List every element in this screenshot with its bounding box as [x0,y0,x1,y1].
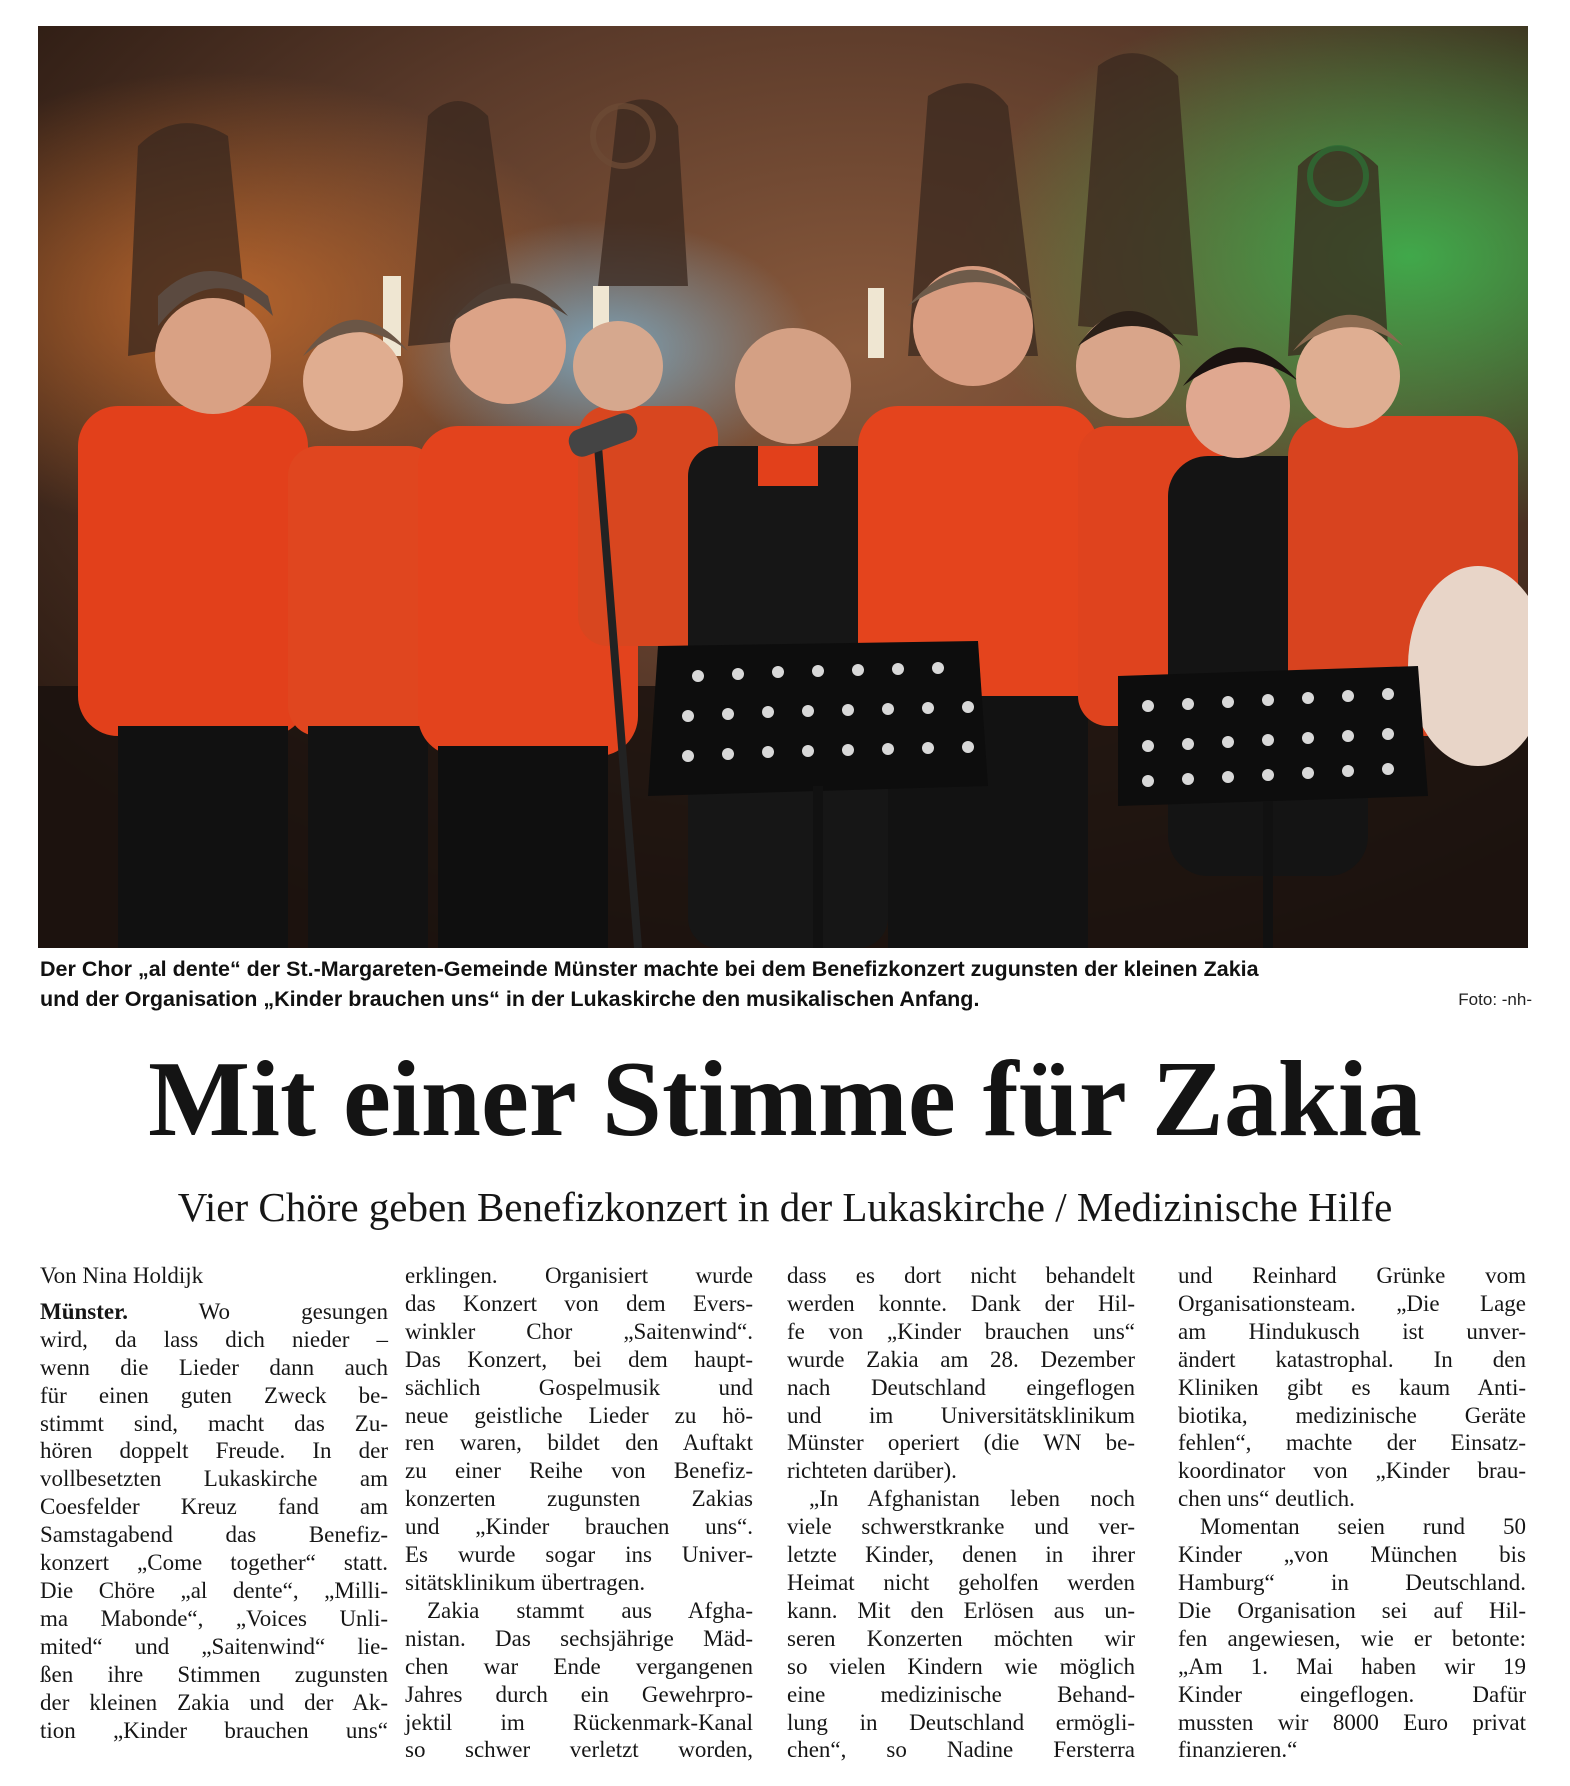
column-line: lung in Deutschland ermögli- [787,1709,1135,1735]
column-line: chen“, so Nadine Fersterra [787,1737,1135,1763]
column-line: Kinder eingeflogen. Dafür [1178,1681,1526,1707]
column-line: Samstagabend das Benefiz- [40,1522,388,1548]
column-line: eine medizinische Behand- [787,1681,1135,1707]
column-line: Die Chöre „al dente“, „Milli- [40,1577,388,1603]
column-line: letzte Kinder, denen in ihrer [787,1542,1135,1568]
column-line: hören doppelt Freude. In der [40,1438,388,1464]
column-line: mussten wir 8000 Euro privat [1178,1709,1526,1735]
column-line: chen uns“ deutlich. [1178,1486,1355,1512]
column-line: seren Konzerten möchten wir [787,1625,1135,1651]
subheadline: Vier Chöre geben Benefizkonzert in der Lukaskirche / Medizinische Hilfe [177,1184,1393,1230]
column-line: chen war Ende vergangenen [405,1653,753,1679]
column-line: richteten darüber). [787,1458,957,1484]
column-line: Coesfelder Kreuz fand am [40,1494,388,1520]
column-line: so vielen Kindern wie möglich [787,1653,1135,1679]
column-line: neue geistliche Lieder zu hö- [405,1402,753,1428]
column-line: stimmt sind, macht das Zu- [40,1410,388,1436]
column-line: wird, da lass dich nieder – [40,1326,388,1352]
column-line: nistan. Das sechsjährige Mäd- [405,1625,753,1651]
dateline: Münster. [40,1298,128,1324]
photo-credit: Foto: -nh- [1458,990,1532,1009]
column-line: nach Deutschland eingeflogen [787,1374,1135,1400]
column-line: und im Universitätsklinikum [787,1402,1135,1428]
article-column-2 [405,1262,753,1764]
column-line: kann. Mit den Erlösen aus un- [787,1597,1135,1623]
column-line: konzert „Come together“ statt. [40,1550,388,1576]
column-line: tion „Kinder brauchen uns“ [40,1717,388,1743]
column-line: ren waren, bildet den Auftakt [405,1430,753,1456]
photo-caption [40,954,1528,1014]
column-line: erklingen. Organisiert wurde [405,1263,753,1288]
column-line: Kliniken gibt es kaum Anti- [1178,1374,1526,1400]
column-line: sächlich Gospelmusik und [405,1374,753,1400]
column-line: winkler Chor „Saitenwind“. [405,1318,753,1344]
column-line: fe von „Kinder brauchen uns“ [787,1318,1135,1344]
column-line: dass es dort nicht behandelt [787,1263,1135,1288]
column-line: koordinator von „Kinder brau- [1178,1458,1526,1484]
column-line: für einen guten Zweck be- [40,1382,388,1408]
column-line: und „Kinder brauchen uns“. [405,1514,753,1540]
column-line: wurde Zakia am 28. Dezember [787,1346,1135,1372]
column-line: Das Konzert, bei dem haupt- [405,1346,753,1372]
column-line: so schwer verletzt worden, [405,1737,753,1763]
column-line: zu einer Reihe von Benefiz- [405,1458,753,1484]
column-line: „In Afghanistan leben noch [809,1486,1135,1512]
column-line: Zakia stammt aus Afgha- [427,1597,753,1623]
column-line: biotika, medizinische Geräte [1178,1402,1526,1428]
column-line: jektil im Rückenmark-Kanal [405,1709,753,1735]
column-line: mited“ und „Saitenwind“ lie- [40,1633,388,1659]
article-column-3 [787,1262,1135,1764]
article-column-4 [1178,1262,1526,1764]
column-line: das Konzert von dem Evers- [405,1290,753,1316]
column-line: der kleinen Zakia und der Ak- [40,1689,388,1715]
column-line: und Reinhard Grünke vom [1178,1263,1526,1288]
column-line: am Hindukusch ist unver- [1178,1318,1526,1344]
column-line: Kinder „von München bis [1178,1542,1526,1568]
column-line: wenn die Lieder dann auch [40,1354,388,1380]
column-line: Die Organisation sei auf Hil- [1178,1597,1526,1623]
column-line: Münster operiert (die WN be- [787,1430,1135,1456]
column-line: Momentan seien rund 50 [1200,1514,1526,1540]
choir-photo [38,26,1528,948]
column-line: Es wurde sogar ins Univer- [405,1542,753,1568]
article-column-1 [40,1262,388,1744]
choir-photo-illustration [38,26,1528,948]
column-line: ma Mabonde“, „Voices Unli- [40,1605,388,1631]
column-line: konzerten zugunsten Zakias [405,1486,753,1512]
headline: Mit einer Stimme für Zakia [148,1040,1422,1159]
column-line: fen angewiesen, wie er betonte: [1178,1625,1526,1651]
column-line: vollbesetzten Lukaskirche am [40,1466,388,1492]
column-line: ändert katastrophal. In den [1178,1346,1526,1372]
column-line: sitätsklinikum übertragen. [405,1569,646,1595]
caption-line-1: Der Chor „al dente“ der St.-Margareten-Gemeinde Münster machte bei dem Benefizkonzert zugunsten der kleinen Zakia [40,957,1259,981]
column-line: fehlen“, machte der Einsatz- [1178,1430,1526,1456]
column-line: ßen ihre Stimmen zugunsten [40,1661,388,1687]
byline: Von Nina Holdijk [40,1263,204,1288]
column-line: werden konnte. Dank der Hil- [787,1290,1135,1316]
column-line: Hamburg“ in Deutschland. [1178,1569,1526,1595]
caption-line-2: und der Organisation „Kinder brauchen uns“ in der Lukaskirche den musikalischen Anfang. [40,987,980,1011]
column-line: Heimat nicht geholfen werden [787,1569,1135,1595]
column-line: „Am 1. Mai haben wir 19 [1178,1653,1526,1679]
column-line: viele schwerstkranke und ver- [787,1514,1135,1540]
column-line: Organisationsteam. „Die Lage [1178,1290,1526,1316]
column-line: finanzieren.“ [1178,1737,1298,1763]
column-line: Jahres durch ein Gewehrpro- [405,1681,753,1707]
column-line: Münster. Wo gesungen [40,1298,388,1324]
